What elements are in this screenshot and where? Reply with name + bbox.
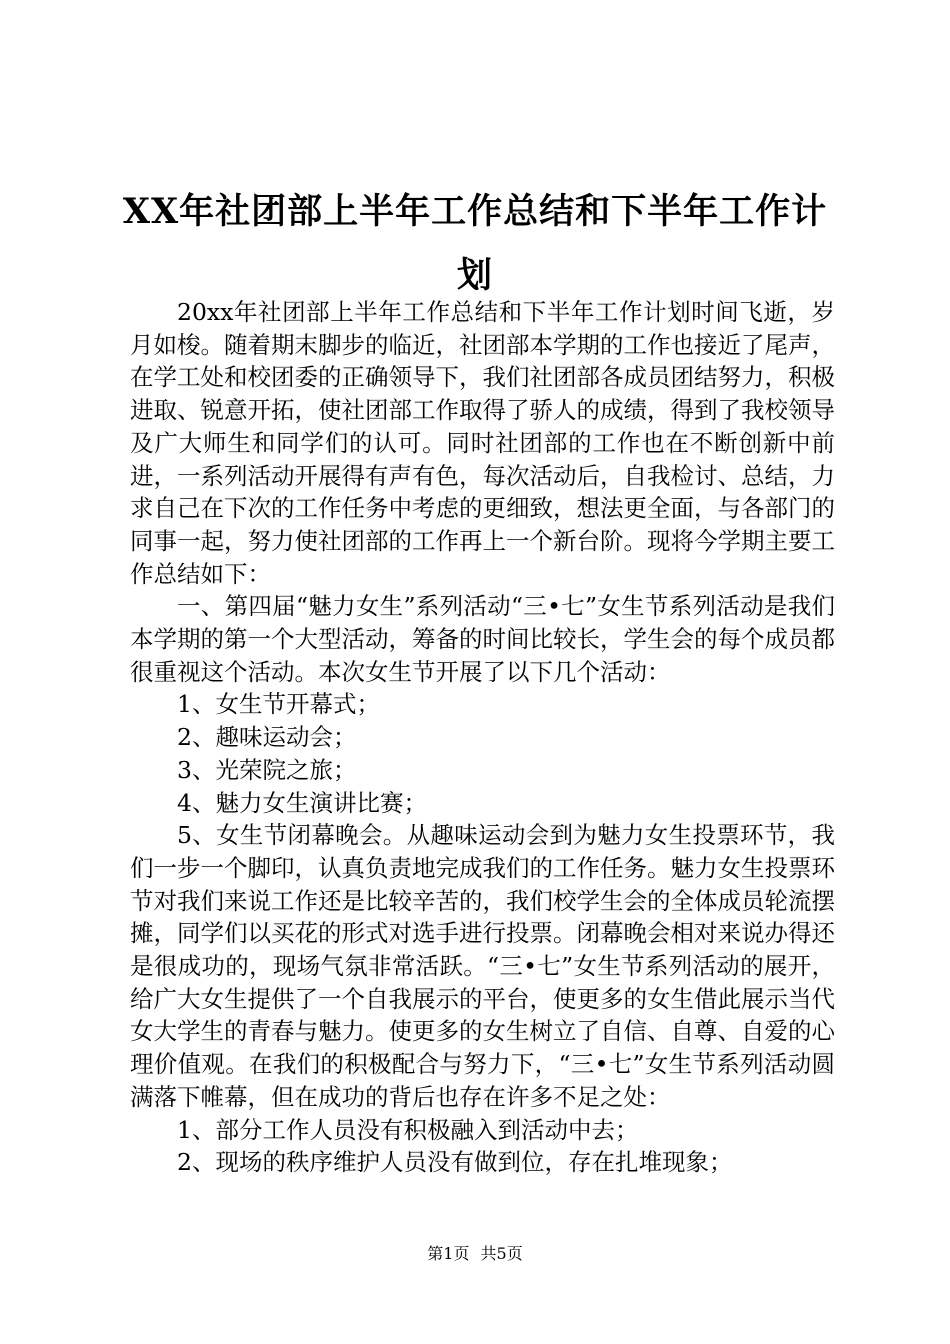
list-item: 2、现场的秩序维护人员没有做到位，存在扎堆现象；	[177, 1148, 733, 1177]
list-item: 1、部分工作人员没有积极融入到活动中去；	[177, 1115, 639, 1144]
list-item: 4、魅力女生演讲比赛；	[177, 788, 427, 817]
list-item: 2、趣味运动会；	[177, 723, 357, 752]
page-number: 第1页	[427, 1244, 470, 1263]
document-title-line-2: 划	[456, 255, 493, 296]
paragraph-section-1: 一、第四届“魅力女生”系列活动“三•七”女生节系列活动是我们本学期的第一个大型活动，筹备的时间比较长，学生会的每个成员都很重视这个活动。本次女生节开展了以下几个活动：	[130, 592, 835, 686]
list-item: 3、光荣院之旅；	[177, 755, 357, 784]
document-body	[130, 296, 835, 1179]
paragraph-intro: 20xx年社团部上半年工作总结和下半年工作计划时间飞逝，岁月如梭。随着期末脚步的临近，社团部本学期的工作也接近了尾声，在学工处和校团委的正确领导下，我们社团部各成员团结努力，积极进取、锐意开拓，使社团部工作取得了骄人的成绩，得到了我校领导及广大师生和同学们的认可。同时社团部的工作也在不断创新中前进，一系列活动开展得有声有色，每次活动后，自我检讨、总结，力求自己在下次的工作任务中考虑的更细致，想法更全面，与各部门的同事一起，努力使社团部的工作再上一个新台阶。现将今学期主要工作总结如下：	[130, 298, 835, 588]
document-title-line-1: XX年社团部上半年工作总结和下半年工作计	[122, 191, 828, 232]
list-item: 1、女生节开幕式；	[177, 690, 380, 719]
list-item: 5、女生节闭幕晚会。从趣味运动会到为魅力女生投票环节，我们一步一个脚印，认真负责地完成我们的工作任务。魅力女生投票环节对我们来说工作还是比较辛苦的，我们校学生会的全体成员轮流摆摊，同学们以买花的形式对选手进行投票。闭幕晚会相对来说办得还是很成功的，现场气氛非常活跃。“三•七”女生节系列活动的展开，给广大女生提供了一个自我展示的平台，使更多的女生借此展示当代女大学生的青春与魅力。使更多的女生树立了自信、自尊、自爱的心理价值观。在我们的积极配合与努力下，“三•七”女生节系列活动圆满落下帷幕，但在成功的背后也存在许多不足之处：	[130, 821, 835, 1111]
page-total: 共5页	[480, 1244, 523, 1263]
page-footer	[0, 1244, 950, 1264]
